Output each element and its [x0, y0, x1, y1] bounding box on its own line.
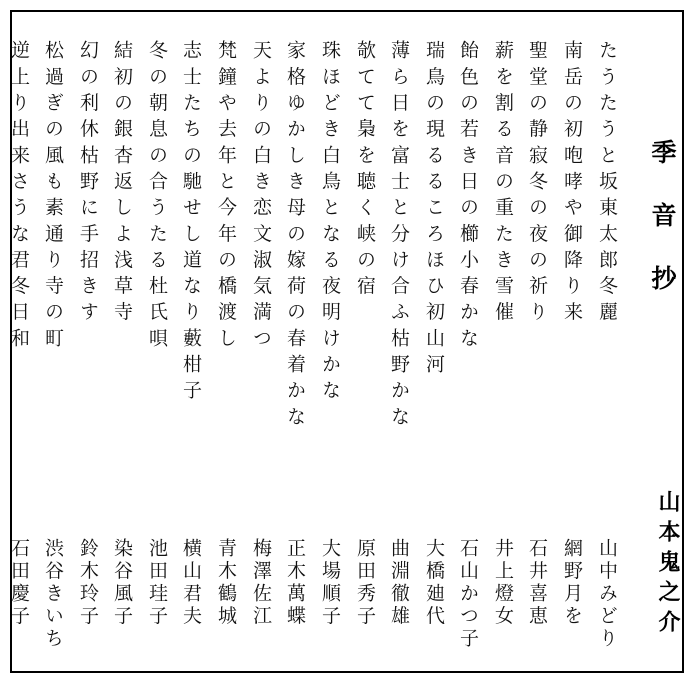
- haiku-poem-6: 瑞鳥の現るるころほひ初山河: [423, 40, 445, 380]
- haiku-author-11: 梅澤佐江: [250, 538, 272, 628]
- page-title: 季音抄: [648, 139, 677, 328]
- haiku-poem-15: 結初の銀杏返しよ浅草寺: [111, 40, 133, 328]
- haiku-author-8: 原田秀子: [354, 538, 376, 628]
- haiku-author-12: 青木鶴城: [215, 538, 237, 628]
- haiku-author-6: 大橋廸代: [423, 538, 445, 628]
- selector-name: 山本鬼之介: [655, 490, 680, 640]
- haiku-poem-4: 薪を割る音の重たき雪催: [492, 40, 514, 328]
- haiku-author-18: 石田慶子: [8, 538, 30, 628]
- haiku-poem-1: たうたうと坂東太郎冬麗: [596, 40, 618, 328]
- haiku-author-7: 曲淵徹雄: [388, 538, 410, 628]
- haiku-poem-3: 聖堂の静寂冬の夜の祈り: [526, 40, 548, 328]
- haiku-author-4: 井上燈女: [492, 538, 514, 628]
- haiku-poem-12: 梵鐘や去年と今年の橋渡し: [215, 40, 237, 354]
- haiku-author-1: 山中みどり: [596, 538, 618, 651]
- haiku-author-13: 横山君夫: [180, 538, 202, 628]
- haiku-author-2: 網野月を: [561, 538, 583, 628]
- haiku-poem-14: 冬の朝息の合うたる杜氏唄: [146, 40, 168, 354]
- haiku-author-5: 石山かつ子: [457, 538, 479, 651]
- haiku-poem-9: 珠ほどき白鳥となる夜明けかな: [319, 40, 341, 407]
- haiku-author-10: 正木萬蝶: [284, 538, 306, 628]
- haiku-poem-16: 幻の利休枯野に手招きす: [77, 40, 99, 328]
- haiku-poem-7: 薄ら日を富士と分け合ふ枯野かな: [388, 40, 410, 433]
- haiku-author-17: 渋谷きいち: [42, 538, 64, 651]
- haiku-author-16: 鈴木玲子: [77, 538, 99, 628]
- haiku-poem-2: 南岳の初咆哮や御降り来: [561, 40, 583, 328]
- haiku-sheet: [10, 10, 684, 673]
- haiku-poem-17: 松過ぎの風も素通り寺の町: [42, 40, 64, 354]
- haiku-poem-11: 天よりの白き恋文淑気満つ: [250, 40, 272, 354]
- haiku-poem-8: 欹てて梟を聴く峡の宿: [354, 40, 376, 302]
- haiku-author-9: 大場順子: [319, 538, 341, 628]
- haiku-poem-5: 飴色の若き日の櫛小春かな: [457, 40, 479, 354]
- haiku-author-15: 染谷風子: [111, 538, 133, 628]
- haiku-poem-18: 逆上り出来さうな君冬日和: [8, 40, 30, 354]
- haiku-author-14: 池田珪子: [146, 538, 168, 628]
- haiku-poem-13: 志士たちの馳せし道なり藪柑子: [180, 40, 202, 407]
- haiku-author-3: 石井喜恵: [526, 538, 548, 628]
- haiku-poem-10: 家格ゆかしき母の嫁荷の春着かな: [284, 40, 306, 433]
